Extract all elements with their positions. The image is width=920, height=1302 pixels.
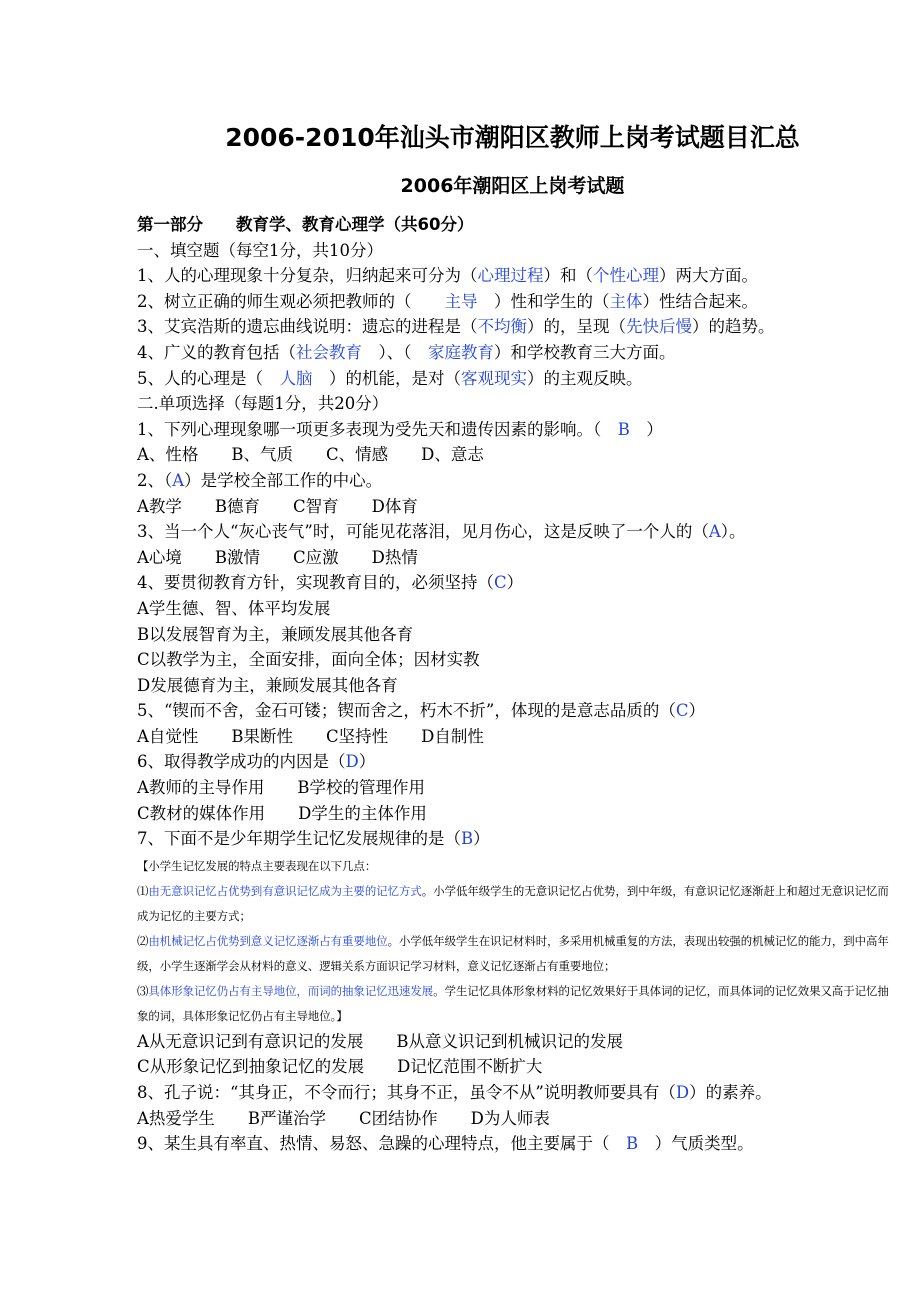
answer: 主体 (609, 291, 643, 311)
choice-options-7b: C从形象记忆到抽象记忆的发展 D记忆范围不断扩大 (137, 1057, 543, 1077)
choice-options-7a: A从无意识记到有意识记的发展 B从意义识记到机械识记的发展 (137, 1031, 624, 1051)
answer: 客观现实 (461, 368, 527, 388)
section-heading: 第一部分 教育学、教育心理学（共60分） (137, 215, 474, 234)
choice-option-4d: D发展德育为主，兼顾发展其他各育 (137, 675, 398, 695)
choice-options-8: A热爱学生 B严谨治学 C团结协作 D为人师表 (137, 1108, 550, 1128)
choice-option-4c: C以教学为主，全面安排，面向全体；因材实教 (137, 650, 480, 670)
answer: D (675, 1083, 690, 1103)
choice-option-4b: B以发展智育为主，兼顾发展其他各育 (137, 624, 414, 644)
answer: 不均衡 (477, 317, 527, 337)
choice-options-1: A、性格 B、气质 C、情感 D、意志 (137, 445, 484, 465)
fill-question-2: 2、树立正确的师生观必须把教师的（ 主导 ）性和学生的（主体）性结合起来。 (137, 291, 758, 311)
note-item: ⑶具体形象记忆仍占有主导地位，而词的抽象记忆迅速发展。学生记忆具体形象材料的记忆效果好于具体词的记忆，而具体词的记忆效果又高于记忆抽象的词，具体形象记忆仍占有主导地位。】 (137, 983, 889, 1023)
choice-options-6b: C教材的媒体作用 D学生的主体作用 (137, 803, 427, 823)
answer: 家庭教育 (428, 342, 494, 362)
note-item: ⑴由无意识记忆占优势到有意识记忆成为主要的记忆方式。小学低年级学生的无意识记忆占优势，到中年级，有意识记忆逐渐赶上和超过无意识记忆而成为记忆的主要方式； (137, 883, 889, 923)
answer: A (708, 522, 721, 542)
document-title: 2006-2010年汕头市潮阳区教师上岗考试题目汇总 (225, 123, 800, 152)
answer: D (345, 752, 359, 772)
answer: 个性心理 (593, 266, 659, 286)
fill-question-5: 5、人的心理是（ 人脑 ）的机能，是对（客观现实）的主观反映。 (137, 368, 643, 388)
answer: C (494, 573, 507, 593)
choice-question-7: 7、下面不是少年期学生记忆发展规律的是（B） (137, 829, 490, 849)
answer: 主导 (444, 291, 478, 311)
fill-question-1: 1、人的心理现象十分复杂，归纳起来可分为（心理过程）和（个性心理）两大方面。 (137, 266, 758, 286)
part-heading-fill: 一、填空题（每空1分，共10分） (137, 240, 383, 260)
note-item: ⑵由机械记忆占优势到意义记忆逐渐占有重要地位。小学低年级学生在识记材料时，多采用机械重复的方法，表现出较强的机械记忆的能力，到中高年级，小学生逐渐学会从材料的意义、逻辑关系方面识记学习材料，意义记忆逐渐占有重要地位； (137, 933, 889, 973)
choice-question-4: 4、要贯彻教育方针，实现教育目的，必须坚持（C） (137, 573, 524, 593)
answer: B (626, 1134, 639, 1154)
choice-options-3: A心境 B激情 C应激 D热情 (137, 547, 418, 567)
choice-question-8: 8、孔子说：“其身正，不令而行；其身不正，虽令不从”说明教师要具有（D）的素养。 (137, 1083, 772, 1103)
note-highlight: 由机械记忆占优势到意义记忆逐渐占有重要地位 (148, 933, 388, 948)
note-highlight: 具体形象记忆仍占有主导地位，而词的抽象记忆迅速发展 (148, 983, 434, 998)
choice-question-9: 9、某生具有率直、热情、易怒、急躁的心理特点，他主要属于（ B ）气质类型。 (137, 1134, 754, 1154)
choice-options-2: A教学 B德育 C智育 D体育 (137, 496, 418, 516)
answer: A (172, 470, 185, 490)
choice-options-5: A自觉性 B果断性 C坚持性 D自制性 (137, 726, 484, 746)
choice-question-6: 6、取得教学成功的内因是（D） (137, 752, 376, 772)
answer: 人脑 (279, 368, 313, 388)
choice-question-3: 3、当一个人“灰心丧气”时，可能见花落泪，见月伤心，这是反映了一个人的（A）。 (137, 522, 746, 542)
answer: B (617, 419, 630, 439)
answer: B (461, 829, 474, 849)
choice-question-2: 2、（A）是学校全部工作的中心。 (137, 470, 383, 490)
document-body (137, 212, 897, 1157)
part-heading-choice: 二.单项选择（每题1分，共20分） (137, 394, 389, 414)
note-intro: 【小学生记忆发展的特点主要表现在以下几点： (137, 858, 377, 873)
choice-question-1: 1、下列心理现象哪一项更多表现为受先天和遗传因素的影响。（ B ） (137, 419, 663, 439)
fill-question-4: 4、广义的教育包括（社会教育 ）、（ 家庭教育）和学校教育三大方面。 (137, 342, 676, 362)
choice-question-5: 5、“锲而不舍，金石可镂；锲而舍之，朽木不折”，体现的是意志品质的（C） (137, 701, 705, 721)
choice-option-4a: A学生德、智、体平均发展 (137, 598, 331, 618)
answer: 社会教育 (296, 342, 362, 362)
document-subtitle: 2006年潮阳区上岗考试题 (400, 175, 625, 197)
answer: C (675, 701, 689, 721)
explanation-note (137, 854, 897, 1029)
fill-question-3: 3、艾宾浩斯的遗忘曲线说明：遗忘的进程是（不均衡）的，呈现（先快后慢）的趋势。 (137, 317, 775, 337)
answer: 先快后慢 (626, 317, 692, 337)
note-highlight: 由无意识记忆占优势到有意识记忆成为主要的记忆方式 (148, 883, 422, 898)
answer: 心理过程 (477, 266, 544, 286)
choice-options-6a: A教师的主导作用 B学校的管理作用 (137, 778, 426, 798)
